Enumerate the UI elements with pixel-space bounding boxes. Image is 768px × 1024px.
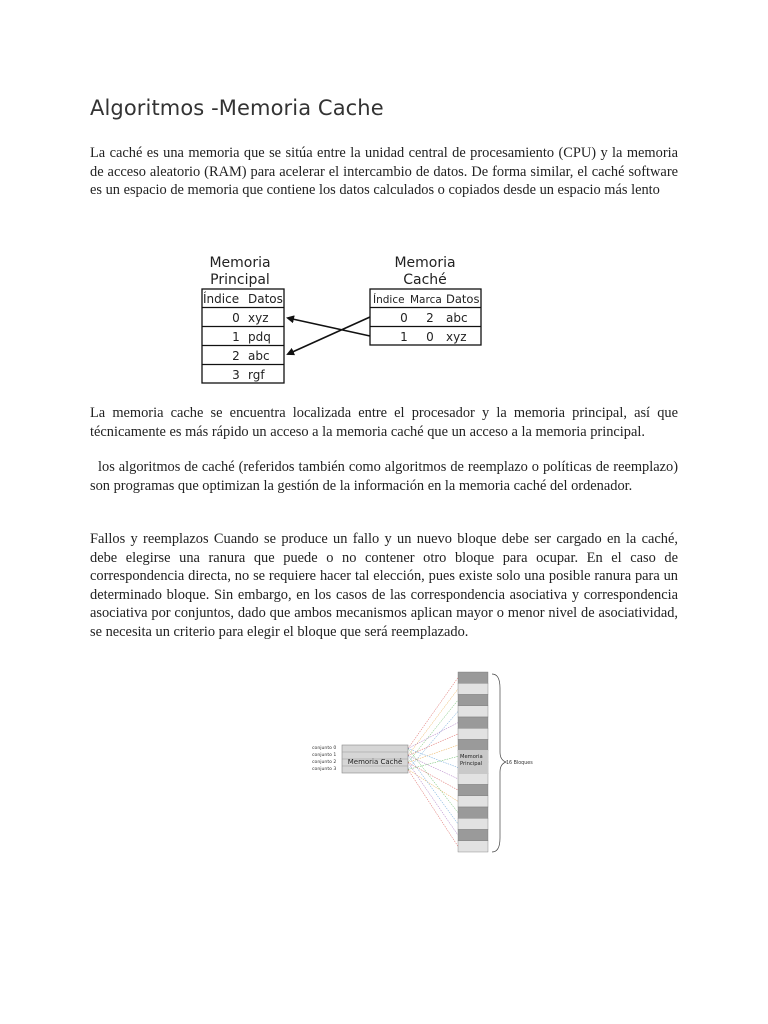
main-header-index: Índice: [203, 292, 240, 306]
paragraph-location: La memoria cache se encuentra localizada entre el procesador y la memoria principal, así que técnicamente es más rápido un acceso a la memoria caché que un acceso a la memoria principal.: [90, 405, 678, 440]
paragraph-intro: La caché es una memoria que se sitúa entre la unidad central de procesamiento (CPU) y la memoria de acceso aleatorio (RAM) para acelerar el intercambio de datos. De forma similar, el caché software es un espacio de memoria que contiene los datos calculados o copiados desde un espacio más lento: [90, 145, 678, 199]
memory-block: [458, 728, 488, 739]
cache-row-data: xyz: [446, 330, 467, 344]
memory-block: [458, 695, 488, 706]
cache-header-tag: Marca: [410, 294, 442, 306]
set-label: conjunto 2: [312, 760, 337, 765]
memory-block: [458, 818, 488, 829]
mapping-line: [408, 723, 458, 749]
set-label: conjunto 0: [312, 746, 337, 751]
mapping-line: [408, 763, 458, 791]
set-associative-diagram: [308, 668, 548, 856]
set-label: conjunto 1: [312, 753, 337, 758]
cache-row-index: 0: [400, 311, 408, 325]
cache-row-tag: 2: [426, 311, 434, 325]
memory-block: [458, 706, 488, 717]
set-label: conjunto 3: [312, 767, 337, 772]
memory-block: [458, 683, 488, 694]
main-row-index: 2: [232, 349, 240, 363]
brace: [492, 674, 506, 852]
cache-row-data: abc: [446, 311, 468, 325]
main-row-data: xyz: [248, 311, 269, 325]
memory-block: [458, 672, 488, 683]
paragraph-replacement: Fallos y reemplazos Cuando se produce un fallo y un nuevo bloque debe ser cargado en la caché, debe elegirse una ranura que puede o no contener otro bloque para ocupar. En el caso de correspondencia directa, no se requiere hacer tal elección, pues existe solo una posible ranura para un determinado bloque. Sin embargo, en los casos de las correspondencia asociativa y correspondencia asociativa por conjuntos, dado que ambos mecanismos aplican mayor o menor nivel de asociatividad, se necesita un criterio para elegir el bloque que será reemplazado.: [90, 531, 678, 640]
mapping-line: [408, 689, 458, 756]
main-row-data: pdq: [248, 330, 271, 344]
main-row-data: abc: [248, 349, 270, 363]
memory-block: [458, 785, 488, 796]
page-title: Algoritmos -Memoria Cache: [90, 96, 384, 120]
main-row-data: rgf: [248, 368, 265, 382]
mapping-line: [408, 770, 458, 802]
paragraph-algorithms: los algoritmos de caché (referidos también como algoritmos de reemplazo o políticas de reemplazo) son programas que optimizan la gestión de la información en la memoria caché del ordenador.: [90, 459, 678, 494]
mapping-line: [408, 756, 458, 779]
cache-header-index: Índice: [373, 294, 405, 306]
memory-block: [458, 807, 488, 818]
memory-block: [458, 796, 488, 807]
cache-block-label: Memoria Caché: [347, 758, 403, 766]
main-memory-title-line2: Principal: [210, 272, 270, 288]
mapping-lines: [408, 678, 458, 847]
mapping-line: [408, 756, 458, 769]
memory-block: [458, 830, 488, 841]
memory-block: [458, 841, 488, 852]
cache-mapping-diagram: [196, 250, 486, 386]
mapping-line: [408, 700, 458, 762]
main-memory-label-line1: Memoria: [460, 754, 483, 760]
mapping-line: [408, 745, 458, 762]
memory-block: [458, 740, 488, 751]
cache-title-line1: Memoria: [394, 255, 456, 271]
mapping-line: [408, 711, 458, 769]
cache-header-data: Datos: [446, 292, 480, 306]
main-memory-title-line1: Memoria: [209, 255, 271, 271]
mapping-arrow: [288, 317, 370, 354]
cache-row-tag: 0: [426, 330, 434, 344]
mapping-line: [408, 749, 458, 768]
mapping-line: [408, 770, 458, 847]
mapping-line: [408, 678, 458, 749]
main-header-data: Datos: [248, 292, 283, 306]
memory-block: [458, 773, 488, 784]
memory-block: [458, 717, 488, 728]
cache-row-index: 1: [400, 330, 408, 344]
mapping-line: [408, 763, 458, 836]
main-row-index: 3: [232, 368, 240, 382]
main-row-index: 1: [232, 330, 240, 344]
blocks-count-label: 16 Bloques: [506, 761, 533, 766]
main-memory-label-line2: Principal: [460, 761, 483, 767]
mapping-arrow: [288, 318, 370, 336]
cache-title-line2: Caché: [403, 272, 447, 288]
mapping-line: [408, 756, 458, 824]
main-row-index: 0: [232, 311, 240, 325]
